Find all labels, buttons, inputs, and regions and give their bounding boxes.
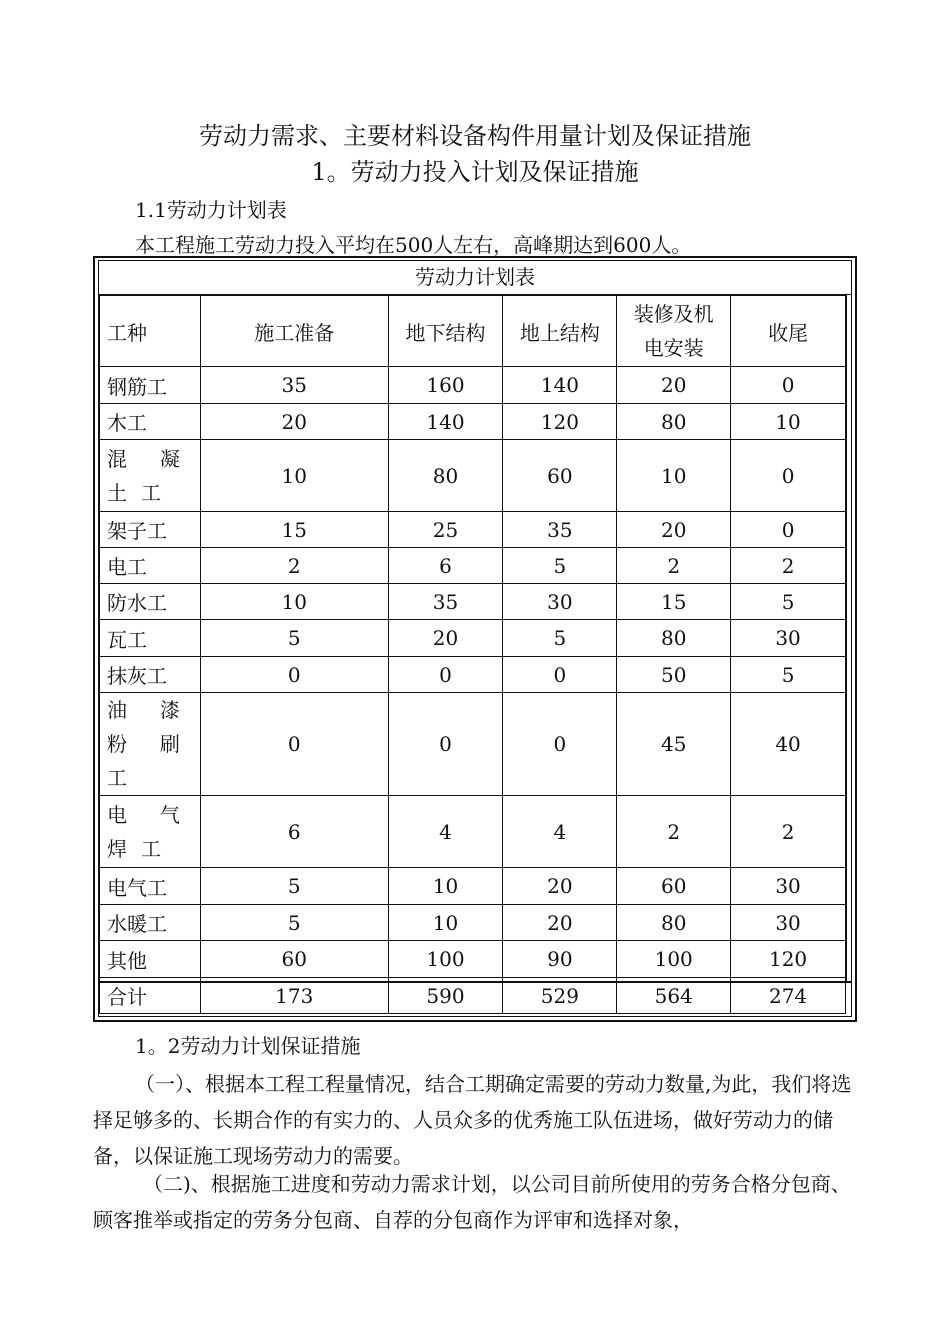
- table-cell: 6: [200, 796, 388, 868]
- table-cell: 60: [617, 868, 731, 905]
- table-header-row: [100, 296, 846, 367]
- table-cell: 160: [388, 367, 503, 404]
- table-cell: 30: [503, 584, 617, 620]
- table-cell: 2: [200, 548, 388, 584]
- header-cell-aboveground: 地上结构: [503, 296, 617, 367]
- table-row: [100, 367, 846, 404]
- table-cell: 30: [731, 868, 846, 905]
- table-cell: 0: [200, 657, 388, 693]
- table-cell: 35: [503, 512, 617, 548]
- table-cell: 25: [388, 512, 503, 548]
- table-cell: 0: [731, 440, 846, 512]
- table-cell: 60: [503, 440, 617, 512]
- table-cell: 100: [617, 941, 731, 978]
- row-label: 油漆粉刷工: [100, 693, 201, 796]
- row-label: 电工: [100, 548, 201, 584]
- table-cell: 10: [731, 404, 846, 440]
- table-cell: 10: [388, 905, 503, 941]
- table-cell: 5: [503, 548, 617, 584]
- table-row: [100, 584, 846, 620]
- row-label: 合计: [100, 978, 201, 1014]
- sub-heading: 1.1劳动力计划表: [135, 198, 287, 222]
- table-cell: 140: [503, 367, 617, 404]
- table-cell: 20: [200, 404, 388, 440]
- table-cell: 100: [388, 941, 503, 978]
- section-heading: 1。劳动力投入计划及保证措施: [311, 158, 639, 186]
- header-cell-trade: 工种: [100, 296, 201, 367]
- table-row: [100, 941, 846, 978]
- table-cell: 20: [503, 868, 617, 905]
- table-cell: 15: [200, 512, 388, 548]
- row-label: 钢筋工: [100, 367, 201, 404]
- table-caption: 劳动力计划表: [98, 260, 852, 295]
- table-cell: 30: [731, 620, 846, 657]
- table-cell: 5: [200, 868, 388, 905]
- header-cell-underground: 地下结构: [388, 296, 503, 367]
- table-cell: 80: [388, 440, 503, 512]
- measures-paragraph-1: （一）、根据本工程工程量情况，结合工期确定需要的劳动力数量,为此，我们将选择足够多的、长期合作的有实力的、人员众多的优秀施工队伍进场，做好劳动力的储备，以保证施工现场劳动力的需要。: [93, 1072, 852, 1168]
- table-cell: 5: [200, 620, 388, 657]
- table-cell: 35: [388, 584, 503, 620]
- table-row: [100, 868, 846, 905]
- table-cell: 0: [388, 693, 503, 796]
- table-cell: 0: [388, 657, 503, 693]
- table-cell: 30: [731, 905, 846, 941]
- table-cell: 0: [200, 693, 388, 796]
- row-label: 混凝土工: [100, 440, 201, 512]
- table-cell: 2: [731, 548, 846, 584]
- row-label: 木工: [100, 404, 201, 440]
- table-cell: 0: [731, 367, 846, 404]
- table-cell: 173: [200, 978, 388, 1014]
- header-cell-closing: 收尾: [731, 296, 846, 367]
- row-label: 防水工: [100, 584, 201, 620]
- header-cell-finishing: 装修及机电安装: [617, 296, 731, 367]
- table-row: [100, 796, 846, 868]
- table-cell: 45: [617, 693, 731, 796]
- table-cell: 274: [731, 978, 846, 1014]
- labor-plan-table: [99, 295, 846, 1014]
- table-cell: 10: [200, 440, 388, 512]
- table-row: [100, 440, 846, 512]
- table-cell: 5: [731, 657, 846, 693]
- table-row: [100, 657, 846, 693]
- table-cell: 60: [200, 941, 388, 978]
- table-cell: 2: [617, 548, 731, 584]
- table-cell: 50: [617, 657, 731, 693]
- table-cell: 20: [503, 905, 617, 941]
- table-row: [100, 693, 846, 796]
- row-label: 其他: [100, 941, 201, 978]
- table-cell: 10: [200, 584, 388, 620]
- table-cell: 140: [388, 404, 503, 440]
- table-cell: 2: [731, 796, 846, 868]
- table-cell: 4: [503, 796, 617, 868]
- table-cell: 5: [200, 905, 388, 941]
- table-row: [100, 404, 846, 440]
- row-label: 瓦工: [100, 620, 201, 657]
- table-cell: 120: [731, 941, 846, 978]
- table-row: [100, 620, 846, 657]
- header-cell-preparation: 施工准备: [200, 296, 388, 367]
- table-cell: 10: [388, 868, 503, 905]
- table-cell: 15: [617, 584, 731, 620]
- row-label: 电气工: [100, 868, 201, 905]
- document-title: 劳动力需求、主要材料设备构件用量计划及保证措施: [199, 122, 751, 150]
- table-cell: 80: [617, 905, 731, 941]
- table-cell: 5: [731, 584, 846, 620]
- table-cell: 0: [503, 693, 617, 796]
- table-cell: 6: [388, 548, 503, 584]
- table-cell: 20: [617, 367, 731, 404]
- table-cell: 20: [617, 512, 731, 548]
- row-label: 水暖工: [100, 905, 201, 941]
- table-cell: 0: [731, 512, 846, 548]
- row-label: 抹灰工: [100, 657, 201, 693]
- table-footer-row: [98, 981, 852, 1017]
- table-cell: 20: [388, 620, 503, 657]
- table-cell: 4: [388, 796, 503, 868]
- table-cell: 10: [617, 440, 731, 512]
- table-cell: 35: [200, 367, 388, 404]
- table-cell: 120: [503, 404, 617, 440]
- table-cell: 564: [617, 978, 731, 1014]
- table-cell: 590: [388, 978, 503, 1014]
- row-label: 架子工: [100, 512, 201, 548]
- measures-heading: 1。2劳动力计划保证措施: [135, 1034, 361, 1058]
- table-cell: 80: [617, 620, 731, 657]
- table-row: [100, 905, 846, 941]
- intro-text: 本工程施工劳动力投入平均在500人左右，高峰期达到600人。: [135, 233, 692, 257]
- table-cell: 2: [617, 796, 731, 868]
- table-row: [100, 548, 846, 584]
- table-cell: 0: [503, 657, 617, 693]
- table-cell: 90: [503, 941, 617, 978]
- table-cell: 40: [731, 693, 846, 796]
- row-label: 电气焊工: [100, 796, 201, 868]
- table-cell: 5: [503, 620, 617, 657]
- table-cell: 80: [617, 404, 731, 440]
- table-row: [100, 512, 846, 548]
- measures-paragraph-2: （二)、根据施工进度和劳动力需求计划，以公司目前所使用的劳务合格分包商、顾客推举或指定的劳务分包商、自荐的分包商作为评审和选择对象，: [93, 1172, 851, 1232]
- table-cell: 529: [503, 978, 617, 1014]
